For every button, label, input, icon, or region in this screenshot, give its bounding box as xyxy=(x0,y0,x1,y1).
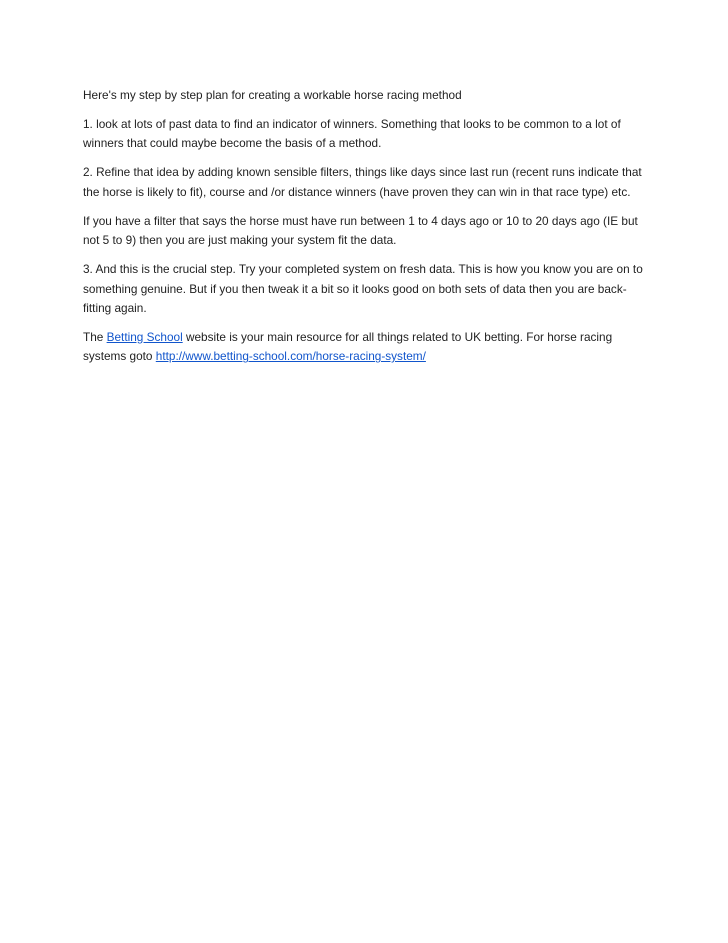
step-1-paragraph: 1. look at lots of past data to find an indicator of winners. Something that looks to be common to a lot of winners that could maybe become the basis of a method. xyxy=(83,116,621,151)
resource-middle-text: website is your main resource for all things related to UK betting. For horse racing systems goto xyxy=(83,329,613,364)
horse-racing-system-link[interactable]: http://www.betting-school.com/horse-racing-system/ xyxy=(155,349,426,364)
step-2-paragraph: 2. Refine that idea by adding known sensible filters, things like days since last run (recent runs indicate that the horse is likely to fit), course and /or distance winners (have proven they can win in that race type) etc. xyxy=(83,165,642,199)
resource-prefix: The xyxy=(83,329,107,344)
document-body xyxy=(83,86,643,376)
step-3-paragraph: 3. And this is the crucial step. Try your completed system on fresh data. This is how you know you are on to something genuine. But if you then tweak it a bit so it looks good on both sets of data then you are back-fitting again. xyxy=(83,261,643,316)
intro-line: Here's my step by step plan for creating a workable horse racing method xyxy=(83,88,462,102)
betting-school-link[interactable]: Betting School xyxy=(106,329,183,344)
filter-note-paragraph: If you have a filter that says the horse must have run between 1 to 4 days ago or 10 to 20 days ago (IE but not 5 to 9) then you are just making your system fit the data. xyxy=(83,213,638,248)
resource-paragraph xyxy=(83,328,643,367)
